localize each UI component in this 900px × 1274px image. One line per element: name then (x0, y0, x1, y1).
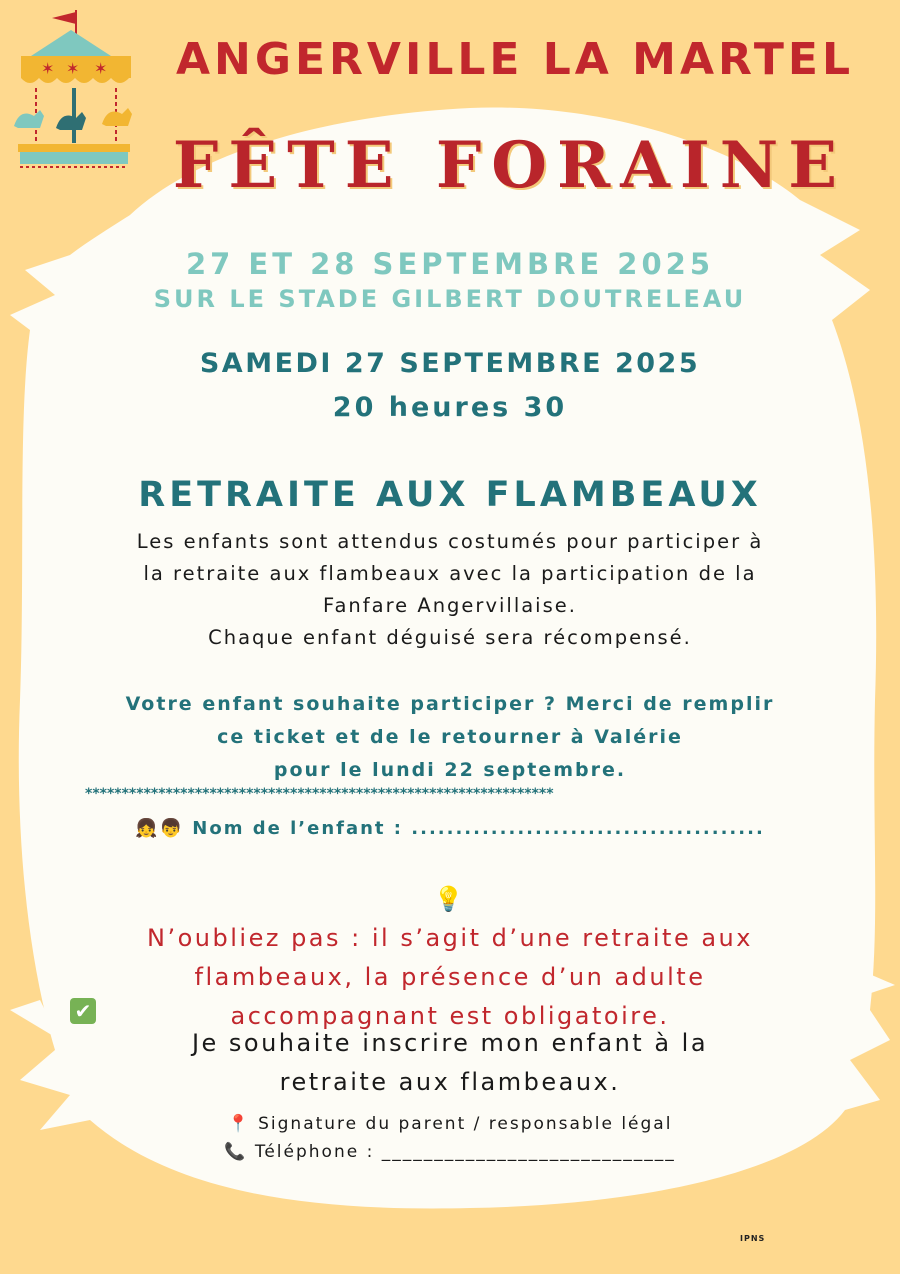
retraite-time: 20 heures 30 (332, 392, 568, 423)
request-line: ce ticket et de le retourner à Valérie (217, 726, 683, 748)
reminder-line: accompagnant est obligatoire. (230, 1002, 670, 1030)
cut-line-separator: **************************************************************** (85, 786, 554, 802)
child-name-field[interactable] (0, 818, 900, 839)
reminder-line: 💡 N’oubliez pas : il s’agit d’une retraite aux (70, 880, 830, 958)
svg-text:✶: ✶ (41, 59, 55, 78)
town-title: ANGERVILLE LA MARTEL (175, 34, 855, 85)
participation-request (70, 688, 830, 787)
request-line: Votre enfant souhaite participer ? Merci de remplir (125, 693, 775, 715)
svg-text:✶: ✶ (94, 59, 108, 78)
pin-icon: 📍 (227, 1114, 251, 1134)
carousel-icon (6, 8, 136, 170)
reminder-line: flambeaux, la présence d’un adulte (194, 963, 706, 991)
signature-label: Signature du parent / responsable légal (258, 1114, 673, 1134)
ipns-mention: IPNS (740, 1234, 766, 1243)
signature-field[interactable] (0, 1114, 900, 1134)
retraite-day: SAMEDI 27 SEPTEMBRE 2025 (199, 348, 701, 379)
phone-icon: 📞 (224, 1142, 248, 1162)
svg-text:✶: ✶ (66, 59, 80, 78)
phone-field[interactable] (0, 1142, 900, 1162)
description-line: Fanfare Angervillaise. (323, 594, 577, 617)
event-venue: SUR LE STADE GILBERT DOUTRELEAU (153, 285, 747, 313)
description-line: Les enfants sont attendus costumés pour participer à (136, 530, 764, 553)
child-name-label: Nom de l’enfant : ........................................ (192, 818, 765, 839)
confirm-line: ✔ Je souhaite inscrire mon enfant à la (70, 998, 830, 1063)
description-line: la retraite aux flambeaux avec la participation de la (143, 562, 757, 585)
event-dates: 27 ET 28 SEPTEMBRE 2025 (185, 247, 715, 281)
description-line: Chaque enfant déguisé sera récompensé. (208, 626, 692, 649)
confirm-line: retraite aux flambeaux. (279, 1068, 621, 1096)
checkmark-icon[interactable]: ✔ (70, 998, 96, 1024)
request-line: pour le lundi 22 septembre. (273, 759, 627, 781)
children-icon: 👧👦 (135, 818, 185, 839)
retraite-title: RETRAITE AUX FLAMBEAUX (138, 475, 762, 515)
retraite-description (70, 526, 830, 654)
lightbulb-icon: 💡 (433, 885, 467, 913)
phone-label: Téléphone : ____________________________ (254, 1142, 676, 1162)
event-title: FÊTE FORAINE (172, 128, 848, 203)
registration-confirmation[interactable] (70, 998, 830, 1102)
